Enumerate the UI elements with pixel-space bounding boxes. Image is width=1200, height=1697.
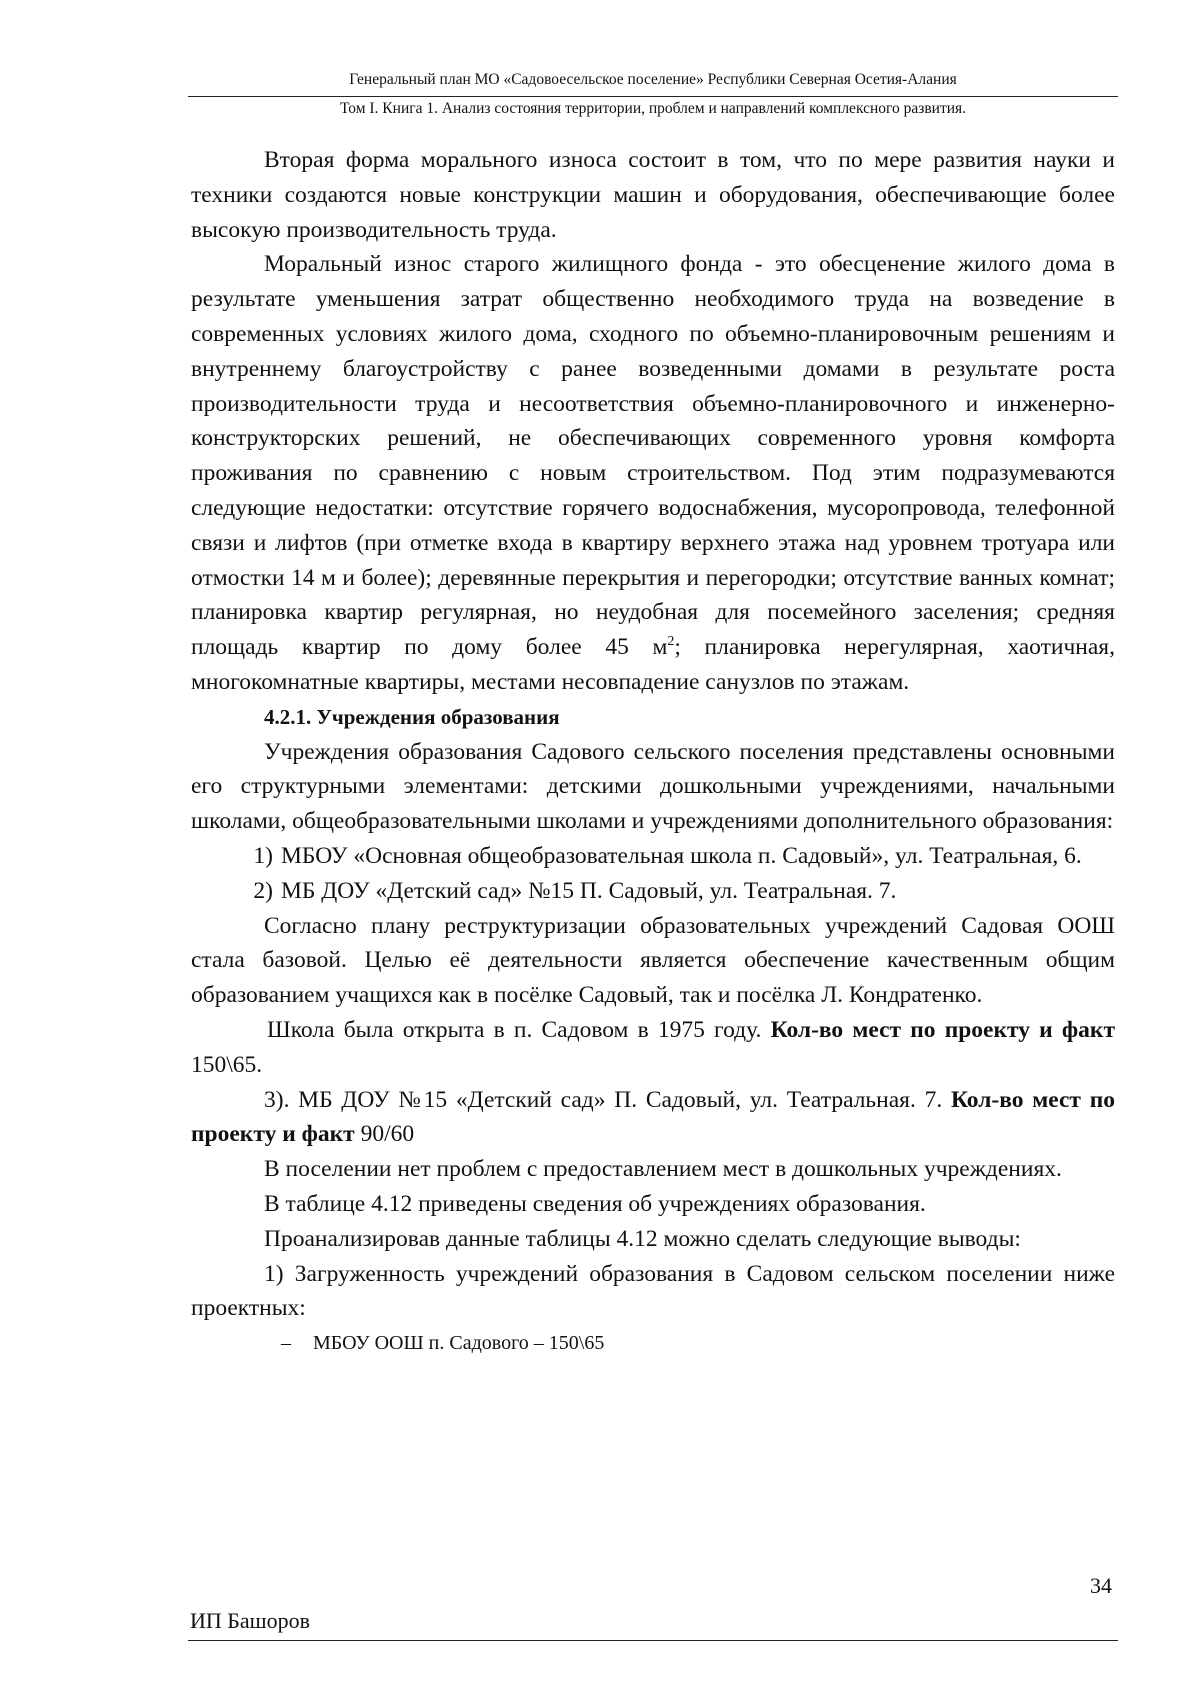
- list-text: МБОУ «Основная общеобразовательная школа п. Садовый», ул. Театральная, 6.: [281, 842, 1082, 869]
- paragraph-text: 90/60: [354, 1121, 415, 1148]
- running-header-subtitle: Том I. Книга 1. Анализ состояния территории, проблем и направлений комплексного развития.: [339, 100, 967, 117]
- body-text: [191, 143, 1115, 1361]
- paragraph: В таблице 4.12 приведены сведения об учреждениях образования.: [264, 1190, 926, 1217]
- footer-rule: [188, 1640, 1118, 1641]
- dash-list-item: [191, 1326, 1115, 1361]
- list-number: 1): [253, 842, 273, 869]
- section-heading: 4.2.1. Учреждения образования: [264, 704, 560, 729]
- dash-bullet: –: [281, 1332, 291, 1355]
- list-item: [191, 839, 1115, 874]
- paragraph-text: 150\65.: [191, 1051, 263, 1078]
- paragraph: Учреждения образования Садового сельского поселения представлены основными его структурными элементами: детскими дошкольными учреждениями, начальными школами, общеобразовательными школами и учреждениями дополнительного образования:: [191, 738, 1115, 835]
- paragraph-text: Школа была открыта в п. Садовом в 1975 году.: [267, 1016, 771, 1043]
- list-text: МБ ДОУ «Детский сад» №15 П. Садовый, ул. Театральная. 7.: [281, 877, 897, 904]
- bold-text: Кол-во мест по проекту и факт: [770, 1016, 1115, 1043]
- footer-author: ИП Башоров: [190, 1608, 311, 1633]
- paragraph: [191, 247, 1115, 699]
- header-rule: [188, 96, 1118, 97]
- superscript: 2: [667, 634, 675, 650]
- running-header-title: Генеральный план МО «Садовоесельское поселение» Республики Северная Осетия-Алания: [349, 71, 957, 88]
- paragraph: [191, 1013, 1115, 1083]
- paragraph-text: 3). МБ ДОУ №15 «Детский сад» П. Садовый, ул. Театральная. 7.: [264, 1086, 951, 1113]
- list-item: [191, 874, 1115, 909]
- list-number: 2): [253, 877, 273, 904]
- paragraph-text: ; планировка нерегулярная, хаотичная, многокомнатные квартиры, местами несовпадение санузлов по этажам.: [191, 634, 1115, 695]
- paragraph: В поселении нет проблем с предоставлением мест в дошкольных учреждениях.: [264, 1156, 1062, 1183]
- bold-text: Кол-во мест по проекту и факт: [191, 1086, 1115, 1148]
- page-number: 34: [1090, 1573, 1112, 1598]
- paragraph-text: Моральный износ старого жилищного фонда - это обесценение жилого дома в результате уменьшения затрат общественно необходимого труда на возведение в современных условиях жилого дома, сходного по объемно-планировочным решениям и внутреннему благоустройству с ранее возведенными домами в результате роста производительности труда и несоответствия объемно-планировочного и инженерно-конструкторских решений, не обеспечивающих современного уровня комфорта проживания по сравнению с новым строительством. Под этим подразумеваются следующие недостатки: отсутствие горячего водоснабжения, мусоропровода, телефонной связи и лифтов (при отметке входа в квартиру верхнего этажа над уровнем тротуара или отмостки 14 м и более); деревянные перекрытия и перегородки; отсутствие ванных комнат; планировка квартир регулярная, но неудобная для посемейного заселения; средняя площадь квартир по дому более 45 м: [191, 251, 1115, 661]
- paragraph: Вторая форма морального износа состоит в том, что по мере развития науки и техники создаются новые конструкции машин и оборудования, обеспечивающие более высокую производительность труда.: [191, 147, 1115, 243]
- paragraph: [191, 1083, 1115, 1153]
- dash-list-text: МБОУ ООШ п. Садового – 150\65: [313, 1332, 605, 1355]
- paragraph: Проанализировав данные таблицы 4.12 можно сделать следующие выводы:: [264, 1225, 1021, 1252]
- paragraph: Согласно плану реструктуризации образовательных учреждений Садовая ООШ стала базовой. Целью её деятельности является обеспечение качественным общим образованием учащихся как в посёлке Садовый, так и посёлка Л. Кондратенко.: [191, 912, 1115, 1009]
- paragraph: 1) Загруженность учреждений образования в Садовом сельском поселении ниже проектных:: [191, 1260, 1115, 1322]
